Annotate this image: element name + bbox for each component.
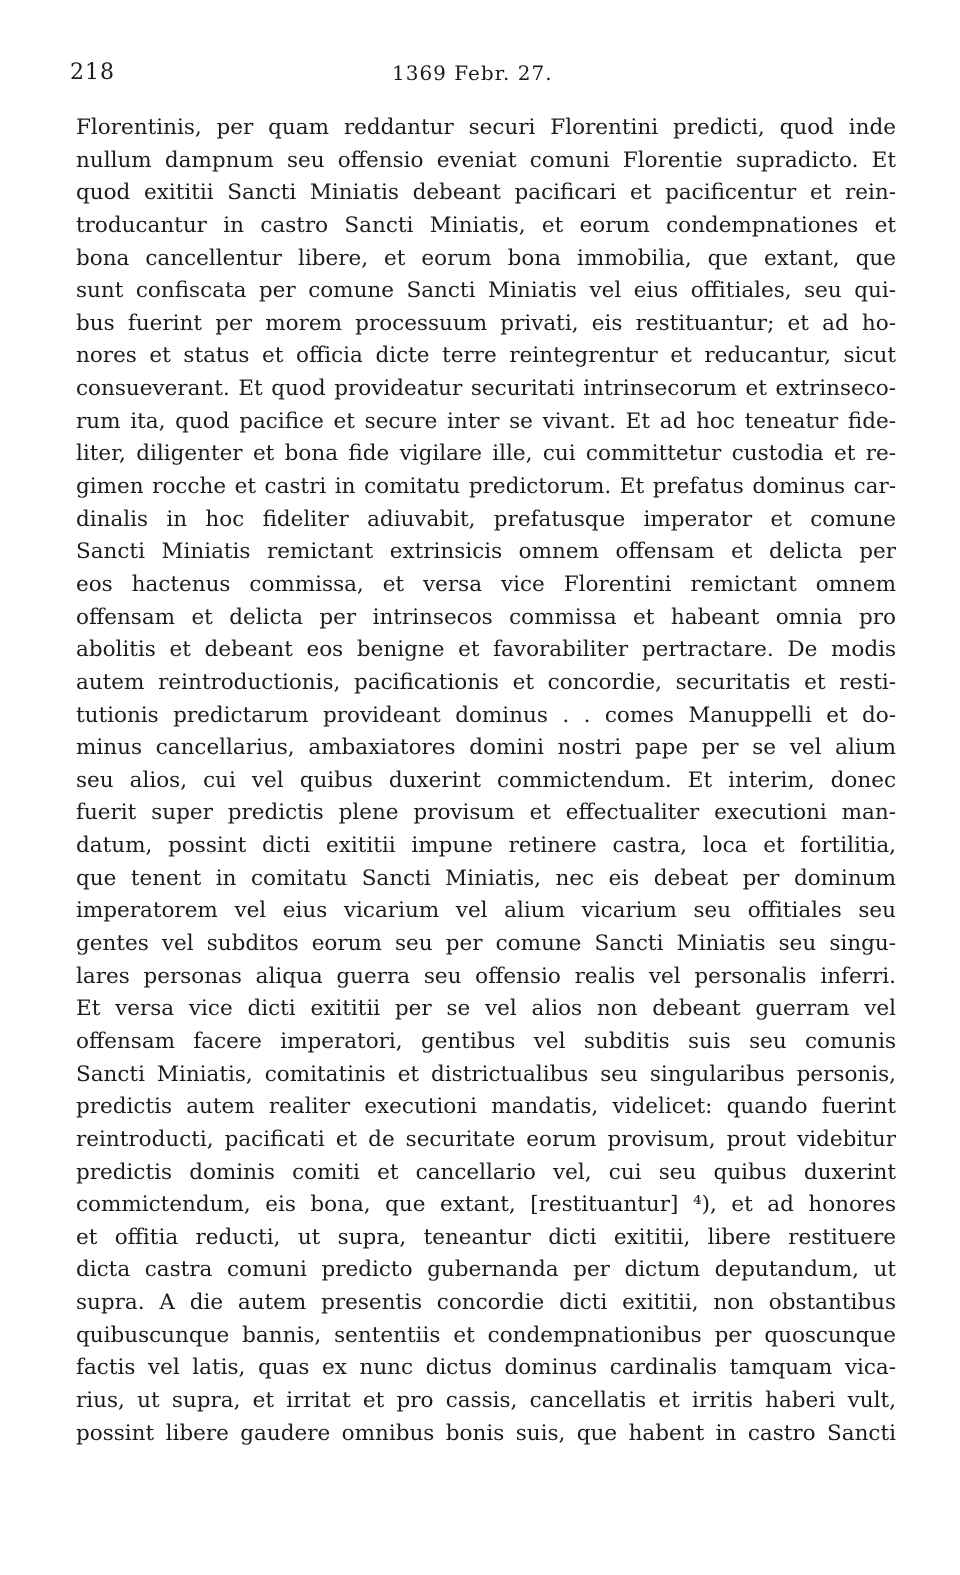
text-line: consueverant. Et quod provideatur securitati intrinsecorum et extrinseco- [76,376,896,402]
text-line: commictendum, eis bona, que extant, [restituantur] ⁴), et ad honores [76,1192,896,1218]
text-line: rum ita, quod pacifice et secure inter se vivant. Et ad hoc teneatur fide- [76,408,896,434]
page-number: 218 [70,60,115,85]
text-line: lares personas aliqua guerra seu offensio realis vel personalis inferri. [76,963,896,989]
text-line: minus cancellarius, ambaxiatores domini nostri pape per se vel alium [76,735,896,761]
text-line: predictis dominis comiti et cancellario vel, cui seu quibus duxerint [76,1159,896,1185]
text-line: gentes vel subditos eorum seu per comune Sancti Miniatis seu singu- [76,931,896,957]
text-line: bona cancellentur libere, et eorum bona immobilia, que extant, que [76,245,896,271]
text-line: liter, diligenter et bona fide vigilare ille, cui committetur custodia et re- [76,441,896,467]
page-header [70,58,900,88]
text-line: fuerit super predictis plene provisum et effectualiter executioni man- [76,800,896,826]
text-line: autem reintroductionis, pacificationis et concordie, securitatis et resti- [76,669,896,695]
text-line: rius, ut supra, et irritat et pro cassis, cancellatis et irritis haberi vult, [76,1387,896,1413]
text-line: supra. A die autem presentis concordie dicti exititii, non obstantibus [76,1290,896,1316]
text-line: offensam facere imperatori, gentibus vel subditis suis seu comunis [76,1028,896,1054]
text-line: que tenent in comitatu Sancti Miniatis, nec eis debeat per dominum [76,865,896,891]
body-text [76,112,896,1450]
text-line: et offitia reducti, ut supra, teneantur dicti exititii, libere restituere [76,1224,896,1250]
text-line: factis vel latis, quas ex nunc dictus dominus cardinalis tamquam vica- [76,1355,896,1381]
text-line: eos hactenus commissa, et versa vice Florentini remictant omnem [76,571,896,597]
text-line: troducantur in castro Sancti Miniatis, et eorum condempnationes et [76,212,896,238]
text-line: tutionis predictarum provideant dominus . . comes Manuppelli et do- [76,702,896,728]
text-line: nores et status et officia dicte terre reintegrentur et reducantur, sicut [76,343,896,369]
text-line: quod exititii Sancti Miniatis debeant pacificari et pacificentur et rein- [76,180,896,206]
text-line: dinalis in hoc fideliter adiuvabit, prefatusque imperator et comune [76,506,896,532]
running-head-date: 1369 Febr. 27. [392,61,553,85]
text-line: datum, possint dicti exititii impune retinere castra, loca et fortilitia, [76,833,896,859]
text-line: Sancti Miniatis remictant extrinsicis omnem offensam et delicta per [76,539,896,565]
text-line: seu alios, cui vel quibus duxerint commictendum. Et interim, donec [76,767,896,793]
text-line: nullum dampnum seu offensio eveniat comuni Florentie supradicto. Et [76,147,896,173]
text-line: imperatorem vel eius vicarium vel alium vicarium seu offitiales seu [76,898,896,924]
text-line: bus fuerint per morem processuum privati, eis restituantur; et ad ho- [76,310,896,336]
text-line: Florentinis, per quam reddantur securi Florentini predicti, quod inde [76,115,896,140]
text-line: dicta castra comuni predicto gubernanda per dictum deputandum, ut [76,1257,896,1283]
text-line: Et versa vice dicti exititii per se vel alios non debeant guerram vel [76,996,896,1022]
text-line: sunt confiscata per comune Sancti Miniatis vel eius offitiales, seu qui- [76,278,896,304]
text-line: offensam et delicta per intrinsecos commissa et habeant omnia pro [76,604,896,630]
text-line: gimen rocche et castri in comitatu predictorum. Et prefatus dominus car- [76,474,896,500]
text-line: reintroducti, pacificati et de securitate eorum provisum, prout videbitur [76,1126,896,1152]
text-line: Sancti Miniatis, comitatinis et districtualibus seu singularibus personis, [76,1061,896,1087]
text-line: possint libere gaudere omnibus bonis suis, que habent in castro Sancti [76,1420,896,1446]
text-line: predictis autem realiter executioni mandatis, videlicet: quando fuerint [76,1094,896,1120]
text-line: quibuscunque bannis, sententiis et condempnationibus per quoscunque [76,1322,896,1348]
text-line: abolitis et debeant eos benigne et favorabiliter pertractare. De modis [76,637,896,663]
